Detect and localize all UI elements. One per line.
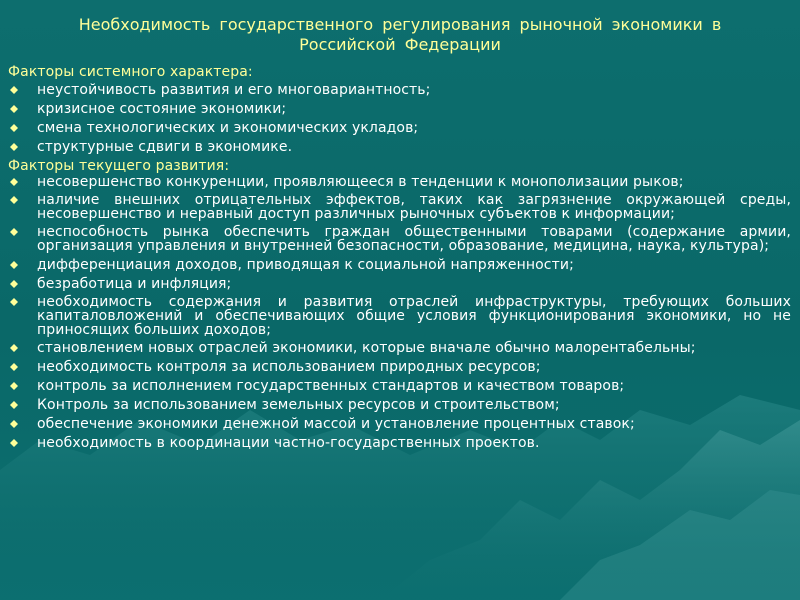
diamond-bullet-icon <box>10 382 18 390</box>
list-item-text: необходимость в координации частно-государственных проектов. <box>37 435 540 451</box>
list-item <box>8 341 791 355</box>
list-item <box>8 225 791 253</box>
list-item <box>8 81 791 99</box>
list-item-text: неспособность рынка обеспечить граждан общественными товарами (содержание армии, организация управления и внутренней безопасности, образование, медицина, наука, культура); <box>37 224 791 254</box>
diamond-bullet-icon <box>10 298 18 306</box>
diamond-bullet-icon <box>10 439 18 447</box>
list-item-text: необходимость содержания и развития отраслей инфраструктуры, требующих больших капиталовложений и обеспечивающих общие условия функционирования экономики, но не приносящих больших доходов; <box>37 294 791 338</box>
list-item <box>8 295 791 337</box>
list-item-text: смена технологических и экономических укладов; <box>37 120 419 136</box>
list-item <box>8 397 791 414</box>
systemic-factors-list <box>8 81 791 156</box>
list-item-text: обеспечение экономики денежной массой и установление процентных ставок; <box>37 416 635 432</box>
list-item-text: становлением новых отраслей экономики, которые вначале обычно малорентабельны; <box>37 340 696 356</box>
list-item <box>8 193 791 221</box>
diamond-bullet-icon <box>10 261 18 269</box>
slide-title: Необходимость государственного регулирования рыночной экономики в Российской Федерации <box>78 15 722 54</box>
list-item-text: кризисное состояние экономики; <box>37 101 287 117</box>
list-item <box>8 378 791 395</box>
diamond-bullet-icon <box>10 105 18 113</box>
systemic-factors-heading: Факторы системного характера: <box>8 64 253 80</box>
diamond-bullet-icon <box>10 124 18 132</box>
list-item <box>8 416 791 433</box>
diamond-bullet-icon <box>10 420 18 428</box>
diamond-bullet-icon <box>10 363 18 371</box>
current-factors-list <box>8 175 791 452</box>
diamond-bullet-icon <box>10 344 18 352</box>
list-item <box>8 119 791 137</box>
list-item-text: дифференциация доходов, приводящая к социальной напряженности; <box>37 257 574 273</box>
list-item-text: Контроль за использованием земельных ресурсов и строительством; <box>37 397 560 413</box>
list-item <box>8 100 791 118</box>
diamond-bullet-icon <box>10 178 18 186</box>
list-item-text: структурные сдвиги в экономике. <box>37 139 293 155</box>
list-item-text: безработица и инфляция; <box>37 276 232 292</box>
list-item <box>8 435 791 452</box>
list-item-text: контроль за исполнением государственных стандартов и качеством товаров; <box>37 378 625 394</box>
list-item <box>8 276 791 293</box>
list-item-text: наличие внешних отрицательных эффектов, таких как загрязнение окружающей среды, несовершенство и неравный доступ различных рыночных субъектов к информации; <box>37 192 791 222</box>
list-item-text: неустойчивость развития и его многовариантность; <box>37 82 431 98</box>
list-item-text: необходимость контроля за использованием природных ресурсов; <box>37 359 541 375</box>
diamond-bullet-icon <box>10 196 18 204</box>
slide-content <box>8 63 791 454</box>
diamond-bullet-icon <box>10 228 18 236</box>
current-factors-heading: Факторы текущего развития: <box>8 158 230 174</box>
list-item-text: несовершенство конкуренции, проявляющееся в тенденции к монополизации рыков; <box>37 174 684 190</box>
diamond-bullet-icon <box>10 143 18 151</box>
diamond-bullet-icon <box>10 86 18 94</box>
diamond-bullet-icon <box>10 401 18 409</box>
list-item <box>8 359 791 376</box>
diamond-bullet-icon <box>10 280 18 288</box>
list-item <box>8 175 791 189</box>
list-item <box>8 138 791 156</box>
list-item <box>8 257 791 274</box>
